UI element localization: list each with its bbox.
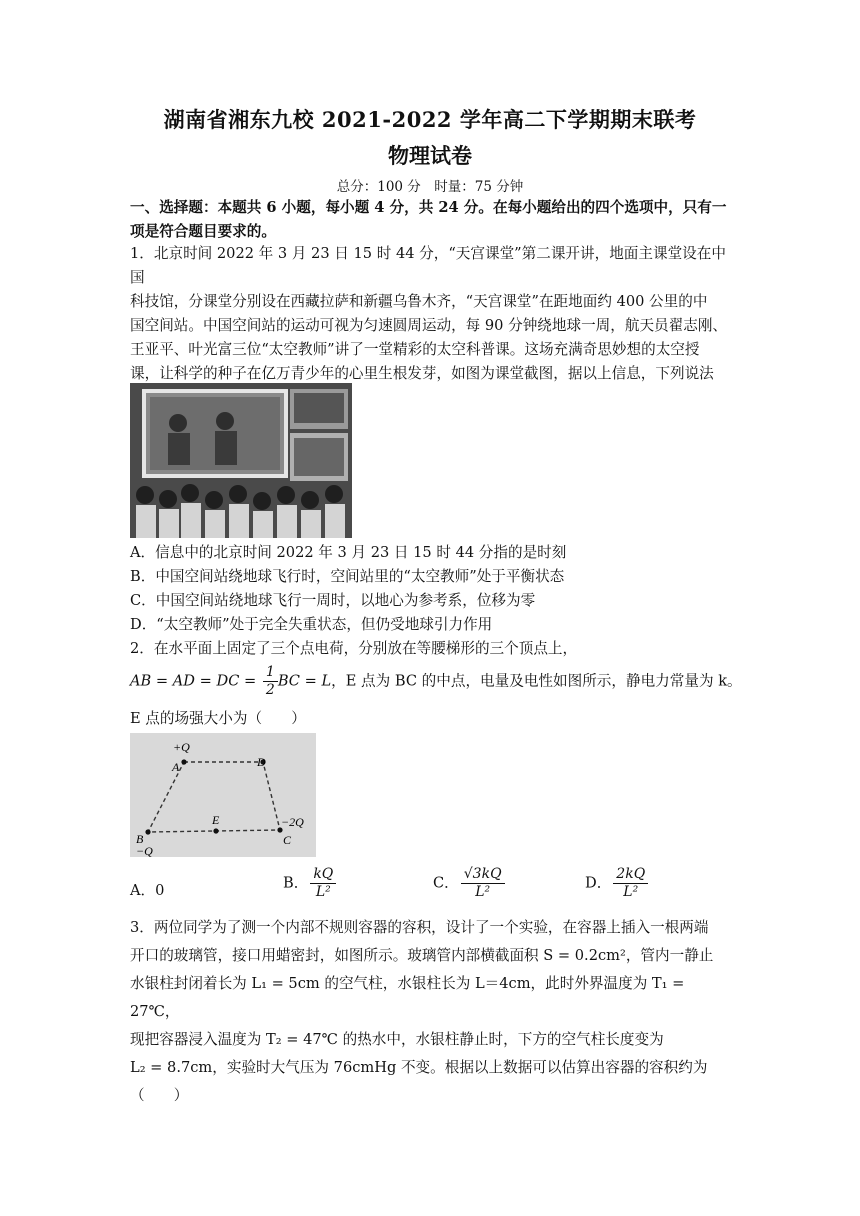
section-heading-line-2: 项是符合题目要求的。 [130, 223, 276, 240]
q3-line: （ ） [130, 1087, 189, 1104]
charge-a-label: +Q [173, 740, 190, 754]
q2-choice-c-num: √3kQ [461, 866, 505, 884]
q2-line-3: E 点的场强大小为（ ） [130, 710, 306, 727]
q1-option-a: A．信息中的北京时间 2022 年 3 月 23 日 15 时 44 分指的是时刻 [130, 544, 567, 561]
q2-choice-c-prefix: C． [433, 874, 459, 892]
q2-formula [130, 664, 742, 699]
q2-choice-d-den: L² [623, 884, 639, 900]
q2-choice-b-fraction [310, 866, 336, 901]
point-d-label: D [257, 755, 266, 769]
exam-subtitle: 物理试卷 [388, 143, 472, 168]
classroom-photo [130, 383, 352, 538]
exam-meta: 总分：100 分 时量：75 分钟 [336, 179, 524, 195]
point-a-label: A [172, 760, 180, 774]
q2-choice-d-num: 2kQ [613, 866, 648, 884]
q2-formula-frac-den: 2 [265, 682, 275, 698]
q2-choice-c [433, 866, 505, 901]
trapezoid-diagram-svg [130, 733, 316, 857]
point-a-dot [181, 759, 186, 764]
q2-choice-d-prefix: D． [585, 874, 612, 892]
q2-choice-b-num: kQ [310, 866, 336, 884]
q2-formula-frac-num: 1 [263, 664, 278, 682]
q1-option-d: D．“太空教师”处于完全失重状态，但仍受地球引力作用 [130, 616, 493, 633]
point-e-dot [213, 828, 218, 833]
q2-formula-rhs: BC = L [277, 672, 332, 690]
q3-line: 开口的玻璃管，接口用蜡密封，如图所示。玻璃管内部横截面积 S = 0.2cm²，管内一静止 [130, 947, 714, 964]
q2-choice-b [283, 866, 336, 901]
q2-formula-lhs: AB = AD = DC = [130, 672, 261, 690]
charge-b-label: −Q [136, 844, 153, 857]
trapezoid-charge-diagram [130, 733, 316, 857]
point-b-dot [145, 829, 150, 834]
section-heading-line-1: 一、选择题：本题共 6 小题，每小题 4 分，共 24 分。在每小题给出的四个选项中，只有一 [130, 199, 727, 216]
q2-choice-a: A．0 [130, 882, 165, 899]
q3-line: L₂ = 8.7cm，实验时大气压为 76cmHg 不变。根据以上数据可以估算出容器的容积约为 [130, 1059, 708, 1076]
q1-line: 王亚平、叶光富三位“太空教师”讲了一堂精彩的太空科普课。这场充满奇思妙想的太空授 [130, 341, 700, 358]
point-b-label: B [136, 832, 144, 846]
q1-line: 1．北京时间 2022 年 3 月 23 日 15 时 44 分，“天宫课堂”第二课开讲，地面主课堂设在中国 [130, 245, 726, 286]
q3-line: 水银柱封闭着长为 L₁ = 5cm 的空气柱，水银柱长为 L＝4cm，此时外界温度为 T₁ = 27℃， [130, 975, 685, 1020]
point-e-label: E [212, 813, 220, 827]
q2-choice-b-den: L² [315, 884, 331, 900]
q3-line: 现把容器浸入温度为 T₂ = 47℃ 的热水中，水银柱静止时，下方的空气柱长度变为 [130, 1031, 664, 1048]
q2-formula-tail: ，E 点为 BC 的中点，电量及电性如图所示，静电力常量为 k。 [331, 672, 742, 690]
q2-choice-c-den: L² [475, 884, 491, 900]
section-heading [130, 196, 735, 244]
q1-line: 国空间站。中国空间站的运动可视为匀速圆周运动，每 90 分钟绕地球一周，航天员翟志刚、 [130, 317, 728, 334]
q2-choice-d-fraction [613, 866, 648, 901]
q1-option-c: C．中国空间站绕地球飞行一周时，以地心为参考系，位移为零 [130, 592, 536, 609]
q2-choice-d [585, 866, 648, 901]
q2-choice-b-prefix: B． [283, 874, 309, 892]
exam-title: 湖南省湘东九校 2021-2022 学年高二下学期期末联考 [163, 107, 697, 132]
q1-line: 科技馆，分课堂分别设在西藏拉萨和新疆乌鲁木齐，“天宫课堂”在距地面约 400 公里的中 [130, 293, 708, 310]
charge-c-label: −2Q [281, 815, 304, 829]
q2-choice-c-fraction [461, 866, 505, 901]
q1-option-b: B．中国空间站绕地球飞行时，空间站里的“太空教师”处于平衡状态 [130, 568, 565, 585]
q3-line: 3．两位同学为了测一个内部不规则容器的容积，设计了一个实验，在容器上插入一根两端 [130, 919, 709, 936]
classroom-photo-illustration [130, 383, 352, 538]
point-c-label: C [283, 833, 292, 847]
question-3-text [130, 914, 735, 1110]
q2-formula-fraction [263, 664, 278, 699]
q2-line-1: 2．在水平面上固定了三个点电荷，分别放在等腰梯形的三个顶点上， [130, 640, 578, 657]
q1-line: 课，让科学的种子在亿万青少年的心里生根发芽，如图为课堂截图，据以上信息，下列说法 [130, 365, 714, 382]
